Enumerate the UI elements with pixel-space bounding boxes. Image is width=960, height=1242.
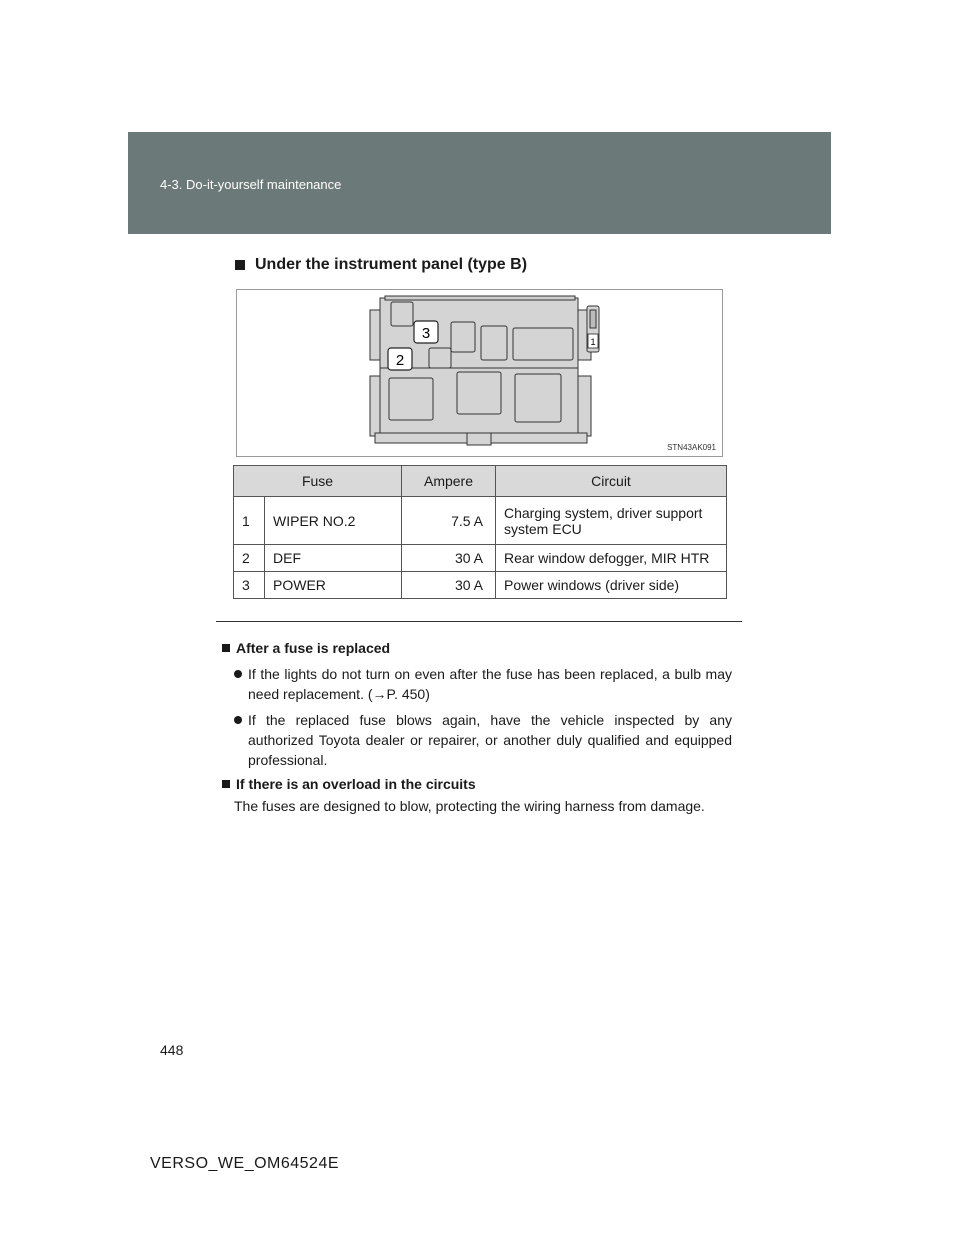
fuse-ampere: 30 A [402,545,496,572]
table-header-row [234,466,727,497]
fuse-name: DEF [265,545,402,572]
table-row [234,572,727,599]
heading-text: Under the instrument panel (type B) [255,256,528,273]
fuse-circuit: Rear window defogger, MIR HTR [496,545,727,572]
section-header-band [128,132,831,234]
square-bullet-icon [222,780,230,788]
header-ampere: Ampere [402,466,496,497]
circle-bullet-icon [234,670,242,678]
header-fuse: Fuse [234,466,402,497]
fuse-box-diagram [236,289,723,457]
fuse-ampere: 30 A [402,572,496,599]
note-title-replaced [222,638,732,658]
figure-code: STN43AK091 [667,443,716,452]
fuse-circuit: Charging system, driver support system ECU [496,497,727,545]
note-title-text: After a fuse is replaced [236,640,391,656]
section-divider [216,621,742,622]
list-item-text: If the lights do not turn on even after the fuse has been replaced, a bulb may need replacement. (→P. 450) [248,666,732,702]
fuse-box-illustration [237,290,723,457]
row-number: 2 [234,545,265,572]
callout-label-2: 2 [395,352,405,369]
square-bullet-icon [235,260,245,270]
document-code: VERSO_WE_OM64524E [150,1155,340,1172]
table-row [234,545,727,572]
list-item-text: If the replaced fuse blows again, have the vehicle inspected by any authorized Toyota dealer or repairer, or another duly qualified and equipped professional. [248,712,732,768]
section-title: 4-3. Do-it-yourself maintenance [160,177,342,192]
fuse-name: POWER [265,572,402,599]
overload-text: The fuses are designed to blow, protecting the wiring harness from damage. [234,798,705,814]
note-title-text: If there is an overload in the circuits [236,776,476,792]
row-number: 3 [234,572,265,599]
note-title-overload [222,774,732,794]
page-number: 448 [160,1042,184,1058]
header-circuit: Circuit [496,466,727,497]
fuse-ampere: 7.5 A [402,497,496,545]
callout-label-3: 3 [421,325,431,342]
row-number: 1 [234,497,265,545]
fuse-name: WIPER NO.2 [265,497,402,545]
circle-bullet-icon [234,716,242,724]
list-item [234,664,732,704]
callout-label-1: 1 [590,337,596,347]
list-item [234,710,732,770]
fuse-table [233,465,727,599]
fuse-circuit: Power windows (driver side) [496,572,727,599]
notes-section [222,634,732,816]
square-bullet-icon [222,644,230,652]
section-heading [235,256,527,274]
table-row [234,497,727,545]
